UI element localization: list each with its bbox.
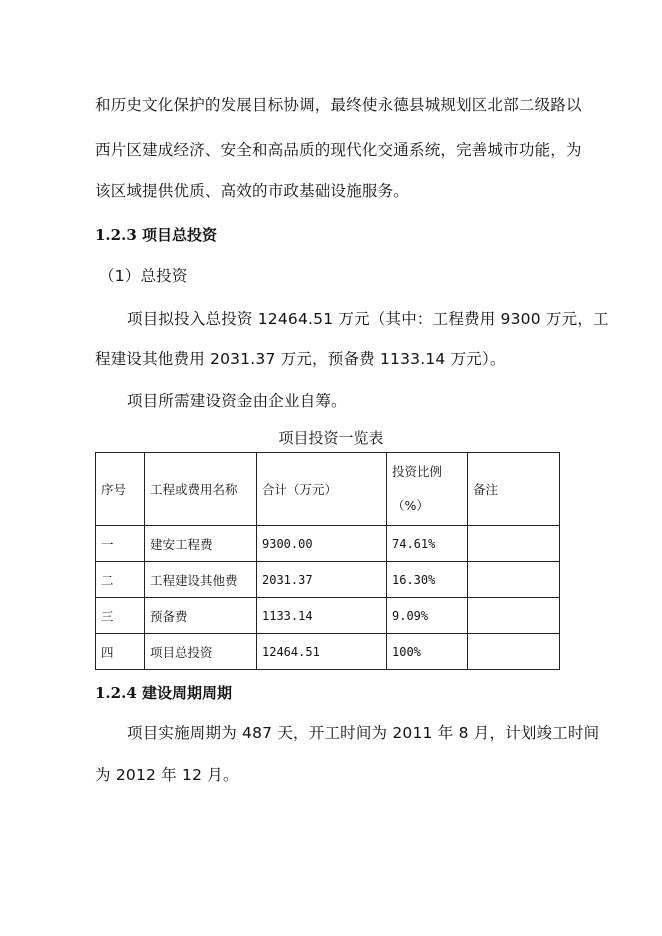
table-row	[96, 562, 560, 598]
table-header-row	[96, 453, 560, 526]
section-heading-1-2-3: 1.2.3 项目总投资	[95, 226, 217, 244]
intro-line-3: 该区域提供优质、高效的市政基础设施服务。	[95, 182, 410, 200]
cell-no: 四	[96, 634, 145, 670]
cell-note	[468, 562, 560, 598]
table-row	[96, 634, 560, 670]
table-caption: 项目投资一览表	[278, 429, 384, 447]
cell-total: 12464.51	[257, 634, 387, 670]
header-total: 合计（万元）	[257, 453, 387, 526]
cell-total: 1133.14	[257, 598, 387, 634]
cell-ratio: 16.30%	[387, 562, 468, 598]
schedule-para-line-1: 项目实施周期为 487 天，开工时间为 2011 年 8 月，计划竣工时间	[127, 724, 600, 742]
cell-name: 预备费	[145, 598, 257, 634]
cell-name: 工程建设其他费	[145, 562, 257, 598]
cell-ratio: 100%	[387, 634, 468, 670]
header-no: 序号	[96, 453, 145, 526]
cell-no: 二	[96, 562, 145, 598]
schedule-para-line-2: 为 2012 年 12 月。	[95, 766, 239, 784]
cell-name: 建安工程费	[145, 526, 257, 562]
cell-ratio: 74.61%	[387, 526, 468, 562]
table-row	[96, 526, 560, 562]
cell-note	[468, 598, 560, 634]
investment-para-line-2: 程建设其他费用 2031.37 万元，预备费 1133.14 万元）。	[95, 350, 506, 368]
header-name: 工程或费用名称	[145, 453, 257, 526]
cell-no: 一	[96, 526, 145, 562]
header-ratio-line-1: 投资比例	[392, 464, 443, 479]
header-ratio-line-2: （%）	[392, 498, 429, 513]
cell-note	[468, 526, 560, 562]
cell-note	[468, 634, 560, 670]
cell-ratio: 9.09%	[387, 598, 468, 634]
sub-heading-total-investment: （1）总投资	[99, 267, 188, 285]
investment-table	[95, 452, 560, 670]
cell-no: 三	[96, 598, 145, 634]
investment-para-line-1: 项目拟投入总投资 12464.51 万元（其中：工程费用 9300 万元，工	[127, 310, 609, 328]
funding-source-para: 项目所需建设资金由企业自筹。	[127, 392, 347, 410]
section-heading-1-2-4: 1.2.4 建设周期周期	[95, 684, 232, 702]
header-note: 备注	[468, 453, 560, 526]
intro-line-1: 和历史文化保护的发展目标协调，最终使永德县城规划区北部二级路以	[95, 96, 582, 114]
cell-total: 2031.37	[257, 562, 387, 598]
cell-name: 项目总投资	[145, 634, 257, 670]
table-row	[96, 598, 560, 634]
intro-line-2: 西片区建成经济、安全和高品质的现代化交通系统，完善城市功能，为	[95, 141, 582, 159]
header-ratio	[387, 453, 468, 526]
cell-total: 9300.00	[257, 526, 387, 562]
